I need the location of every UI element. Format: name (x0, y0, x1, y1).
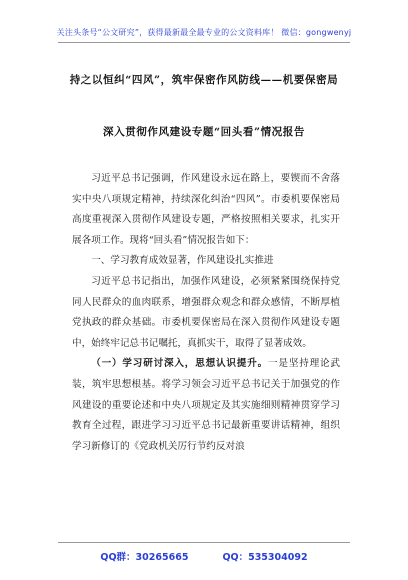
header-divider (58, 42, 350, 43)
section-1-paragraph: 习近平总书记指出，加强作风建设，必须紧紧围绕保持党同人民群众的血肉联系，增强群众观念和群众感情，不断厚植党执政的群众基础。市委机要保密局在深入贯彻作风建设专题中，始终牢记总书记嘱托，真抓实干，取得了显著成效。 (72, 275, 340, 349)
subsection-1-body: 一是坚持理论武装，筑牢思想根基。将学习领会习近平总书记关于加强党的作风建设的重要论述和中央八项规定及其实施细则精神贯穿学习教育全过程，跟进学习习近平总书记最新重要讲话精神，组织学习新修订的《党政机关厉行节约反对浪 (72, 358, 341, 452)
section-heading-1: 一、学习教育成效显著，作风建设扎实推进 (91, 255, 274, 267)
document-title-line2: 深入贯彻作风建设专题“回头看”情况报告 (103, 126, 305, 138)
footer-qq-group: QQ群：30265665 (100, 552, 189, 563)
footer-qq: QQ：535304092 (222, 552, 308, 563)
intro-paragraph: 习近平总书记强调，作风建设永远在路上，要锲而不舍落实中央八项规定精神，持续深化纠治“四风”。市委机要保密局高度重视深入贯彻作风建设专题，严格按照相关要求，扎实开展各项工作。现将“回头看”情况报告如下： (72, 173, 340, 246)
document-body (72, 169, 340, 457)
document-title-line1: 持之以恒纠“四风”，筑牢保密作风防线——机要保密局 (69, 74, 339, 86)
footer-contact (0, 549, 408, 563)
subsection-1-paragraph (72, 354, 340, 457)
top-banner: 关注头条号“公文研究”，获得最新最全最专业的公文资料库！ 微信：gongwenyj (56, 28, 352, 37)
footer-divider (58, 542, 350, 543)
subsection-1-lead: （一）学习研讨深入，思想认识提升。 (91, 358, 269, 370)
